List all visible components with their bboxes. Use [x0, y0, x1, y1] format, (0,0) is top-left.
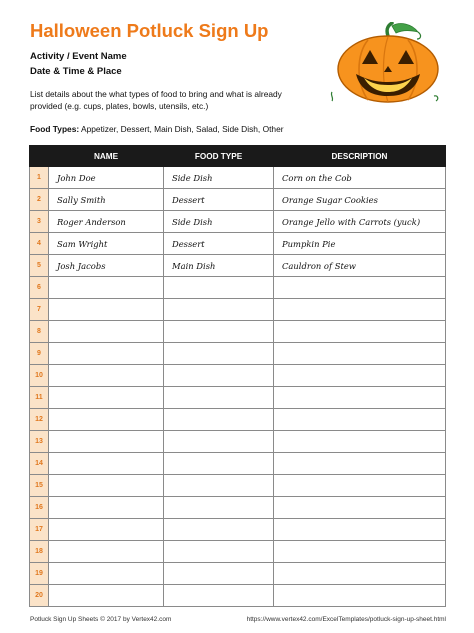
description-cell[interactable] [274, 343, 446, 365]
description-cell[interactable] [274, 409, 446, 431]
food-type-cell[interactable]: Side Dish [164, 211, 274, 233]
date-time-place-label: Date & Time & Place [30, 66, 122, 77]
name-cell[interactable] [49, 321, 164, 343]
name-cell[interactable] [49, 541, 164, 563]
row-number: 20 [30, 585, 49, 607]
activity-event-name-label: Activity / Event Name [30, 51, 127, 62]
food-type-cell[interactable] [164, 541, 274, 563]
row-number: 17 [30, 519, 49, 541]
description-cell[interactable] [274, 299, 446, 321]
food-type-cell[interactable] [164, 585, 274, 607]
food-type-cell[interactable] [164, 321, 274, 343]
table-header-row [30, 146, 446, 167]
signup-table [29, 145, 446, 607]
table-row [30, 321, 446, 343]
food-type-cell[interactable] [164, 387, 274, 409]
table-row [30, 343, 446, 365]
food-type-cell[interactable]: Main Dish [164, 255, 274, 277]
description-cell[interactable] [274, 475, 446, 497]
row-number: 1 [30, 167, 49, 189]
table-row [30, 519, 446, 541]
description-cell[interactable]: Pumpkin Pie [274, 233, 446, 255]
food-type-cell[interactable] [164, 431, 274, 453]
table-row [30, 563, 446, 585]
description-cell[interactable] [274, 321, 446, 343]
row-number: 16 [30, 497, 49, 519]
table-row [30, 189, 446, 211]
row-number: 11 [30, 387, 49, 409]
description-cell[interactable] [274, 519, 446, 541]
footer-copyright: Potluck Sign Up Sheets © 2017 by Vertex42.com [30, 616, 172, 623]
description-cell[interactable]: Corn on the Cob [274, 167, 446, 189]
food-type-cell[interactable] [164, 409, 274, 431]
row-number: 6 [30, 277, 49, 299]
name-cell[interactable] [49, 475, 164, 497]
name-cell[interactable]: Sally Smith [49, 189, 164, 211]
column-header-description: DESCRIPTION [274, 146, 446, 167]
table-row [30, 409, 446, 431]
food-type-cell[interactable] [164, 497, 274, 519]
description-cell[interactable] [274, 453, 446, 475]
row-number: 8 [30, 321, 49, 343]
row-number: 19 [30, 563, 49, 585]
row-number: 18 [30, 541, 49, 563]
footer-url[interactable]: https://www.vertex42.com/ExcelTemplates/potluck-sign-up-sheet.html [246, 616, 446, 623]
name-cell[interactable]: Sam Wright [49, 233, 164, 255]
food-type-cell[interactable] [164, 453, 274, 475]
food-types-value: Appetizer, Dessert, Main Dish, Salad, Side Dish, Other [79, 124, 284, 134]
description-cell[interactable] [274, 365, 446, 387]
description-cell[interactable]: Cauldron of Stew [274, 255, 446, 277]
name-cell[interactable] [49, 365, 164, 387]
table-row [30, 497, 446, 519]
row-number: 5 [30, 255, 49, 277]
table-row [30, 299, 446, 321]
row-number: 9 [30, 343, 49, 365]
name-cell[interactable] [49, 409, 164, 431]
name-cell[interactable]: Roger Anderson [49, 211, 164, 233]
name-cell[interactable] [49, 387, 164, 409]
table-row [30, 453, 446, 475]
food-types-label: Food Types: [30, 124, 80, 134]
description-cell[interactable] [274, 541, 446, 563]
table-row [30, 255, 446, 277]
food-type-cell[interactable]: Side Dish [164, 167, 274, 189]
column-header-food-type: FOOD TYPE [164, 146, 274, 167]
table-row [30, 211, 446, 233]
food-type-cell[interactable] [164, 563, 274, 585]
name-cell[interactable] [49, 453, 164, 475]
description-cell[interactable] [274, 431, 446, 453]
table-row [30, 277, 446, 299]
food-type-cell[interactable] [164, 343, 274, 365]
row-number: 4 [30, 233, 49, 255]
row-number: 15 [30, 475, 49, 497]
food-type-cell[interactable] [164, 365, 274, 387]
description-cell[interactable] [274, 585, 446, 607]
table-row [30, 167, 446, 189]
name-cell[interactable] [49, 563, 164, 585]
table-row [30, 431, 446, 453]
food-type-cell[interactable] [164, 299, 274, 321]
description-cell[interactable] [274, 387, 446, 409]
name-cell[interactable]: John Doe [49, 167, 164, 189]
page-title: Halloween Potluck Sign Up [30, 20, 269, 41]
row-number: 13 [30, 431, 49, 453]
table-row [30, 387, 446, 409]
description-cell[interactable] [274, 277, 446, 299]
name-cell[interactable]: Josh Jacobs [49, 255, 164, 277]
description-cell[interactable] [274, 497, 446, 519]
description-cell[interactable]: Orange Jello with Carrots (yuck) [274, 211, 446, 233]
name-cell[interactable] [49, 497, 164, 519]
name-cell[interactable] [49, 431, 164, 453]
column-header-number [30, 146, 49, 167]
jack-o-lantern-icon [326, 22, 448, 104]
table-row [30, 233, 446, 255]
table-row [30, 475, 446, 497]
food-types-line [30, 124, 284, 134]
description-cell[interactable]: Orange Sugar Cookies [274, 189, 446, 211]
food-type-cell[interactable] [164, 475, 274, 497]
name-cell[interactable] [49, 299, 164, 321]
name-cell[interactable] [49, 519, 164, 541]
description-cell[interactable] [274, 563, 446, 585]
name-cell[interactable] [49, 585, 164, 607]
table-row [30, 365, 446, 387]
food-type-cell[interactable] [164, 277, 274, 299]
table-row [30, 541, 446, 563]
row-number: 14 [30, 453, 49, 475]
name-cell[interactable] [49, 343, 164, 365]
table-row [30, 585, 446, 607]
row-number: 10 [30, 365, 49, 387]
row-number: 12 [30, 409, 49, 431]
column-header-name: NAME [49, 146, 164, 167]
food-type-cell[interactable] [164, 519, 274, 541]
row-number: 3 [30, 211, 49, 233]
food-type-cell[interactable]: Dessert [164, 233, 274, 255]
instructions-text: List details about the what types of food to bring and what is already provided (e.g. cups, plates, bowls, utensils, etc.) [30, 89, 282, 111]
row-number: 7 [30, 299, 49, 321]
name-cell[interactable] [49, 277, 164, 299]
row-number: 2 [30, 189, 49, 211]
food-type-cell[interactable]: Dessert [164, 189, 274, 211]
